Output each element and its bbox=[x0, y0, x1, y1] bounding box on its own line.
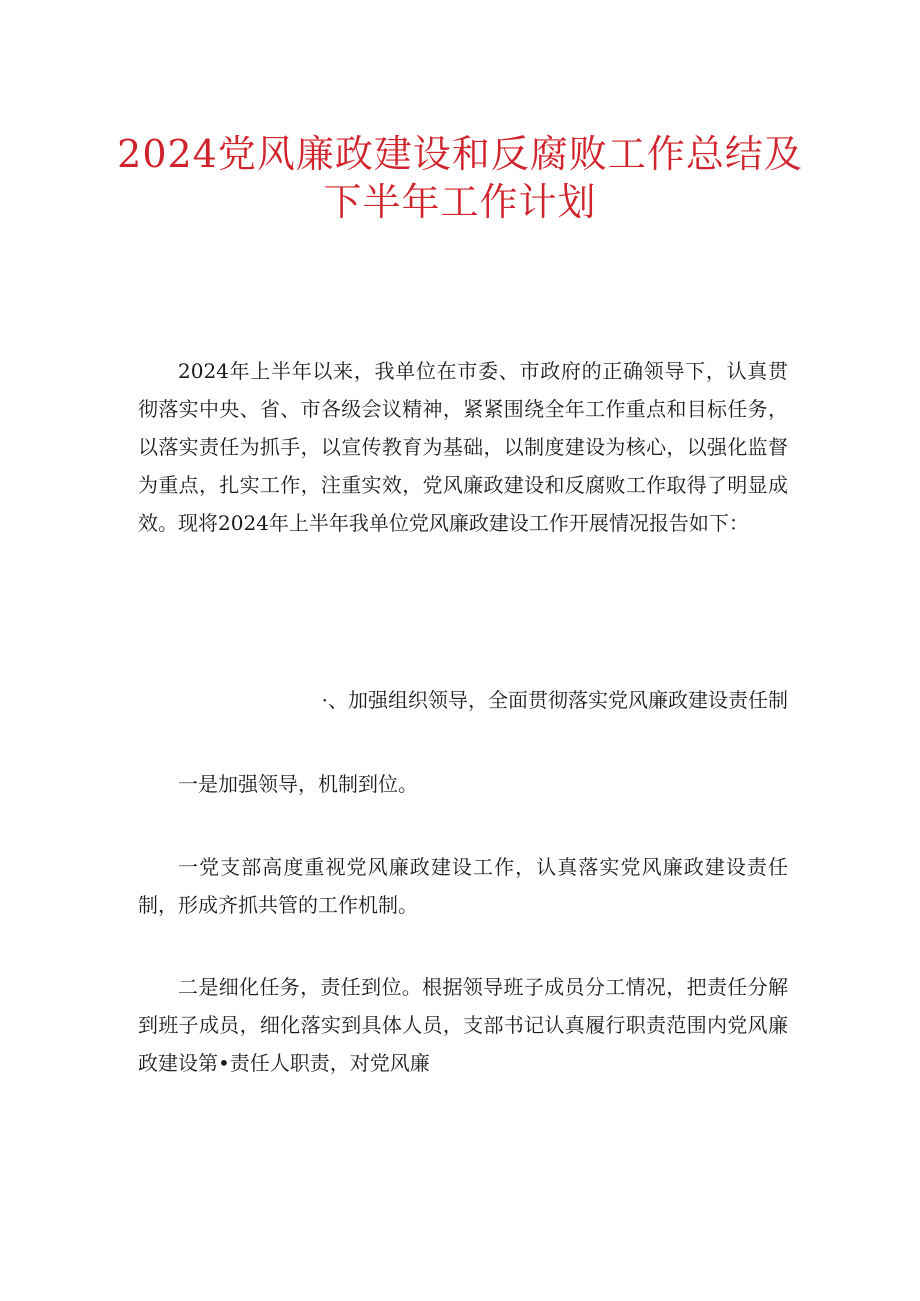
document-title bbox=[100, 130, 820, 226]
section-heading: ·、加强组织领导，全面贯彻落实党风廉政建设责任制 bbox=[321, 688, 788, 712]
point-one-detail-paragraph: 一党支部高度重视党风廉政建设工作，认真落实党风廉政建设责任制，形成齐抓共管的工作机制。 bbox=[138, 855, 788, 917]
point-two-paragraph: 二是细化任务，责任到位。根据领导班子成员分工情况，把责任分解到班子成员，细化落实到具体人员，支部书记认真履行职责范围内党风廉政建设第•责任人职责，对党风廉 bbox=[138, 975, 788, 1075]
intro-paragraph: 2024年上半年以来，我单位在市委、市政府的正确领导下，认真贯彻落实中央、省、市各级会议精神，紧紧围绕全年工作重点和目标任务，以落实责任为抓手，以宣传教育为基础，以制度建设为核心，以强化监督为重点，扎实工作，注重实效，党风廉政建设和反腐败工作取得了明显成效。现将2024年上半年我单位党风廉政建设工作开展情况报告如下： bbox=[138, 359, 788, 535]
title-line-2: 下半年工作计划 bbox=[323, 180, 597, 224]
title-line-1: 2024党风廉政建设和反腐败工作总结及 bbox=[117, 132, 803, 176]
point-one-paragraph: 一是加强领导，机制到位。 bbox=[178, 772, 418, 796]
